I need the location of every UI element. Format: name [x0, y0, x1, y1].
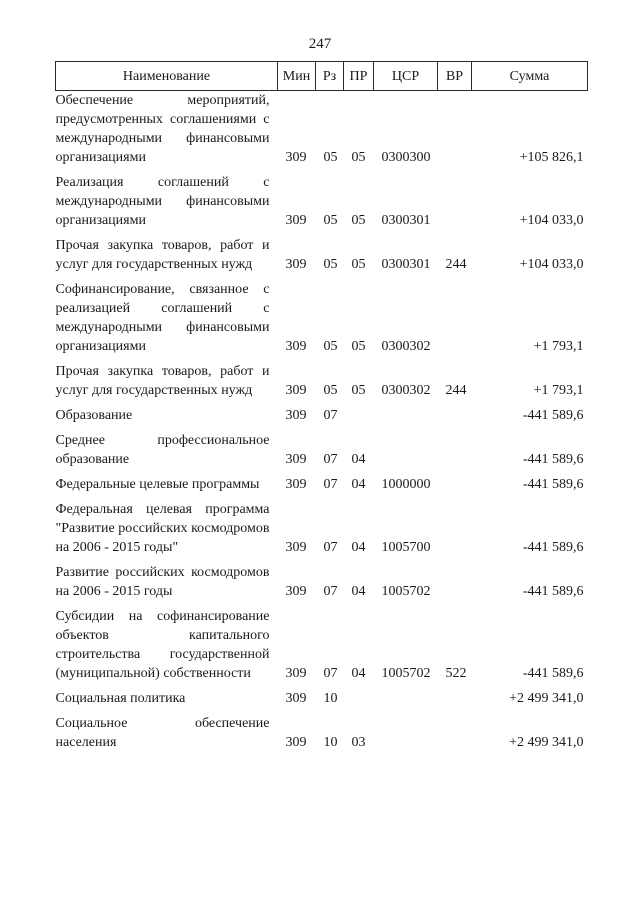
cell-csr: 1000000: [381, 477, 431, 492]
cell-pr: 04: [351, 540, 366, 555]
header-vr: ВР: [438, 62, 472, 91]
row-name-line: Образование: [55, 408, 133, 423]
table-row: [56, 714, 588, 752]
cell-rz: 10: [323, 735, 338, 750]
row-name-line: организациями: [55, 339, 146, 354]
cell-csr: [374, 714, 438, 752]
cell-pr: [344, 406, 374, 425]
cell-sum: -441 589,6: [522, 452, 584, 467]
table-row: [56, 689, 588, 708]
row-name-line: международными финансовыми: [55, 131, 270, 146]
cell-min: 309: [285, 383, 307, 398]
cell-min: 309: [285, 408, 307, 423]
row-name-line: космодромов на 2006 - 2015: [55, 521, 270, 555]
row-name-line: международными финансовыми: [55, 194, 270, 209]
cell-csr: 1005702: [381, 666, 431, 681]
row-name-line: Федеральная целевая программа: [55, 502, 270, 517]
table-row: [56, 563, 588, 601]
cell-sum: +2 499 341,0: [509, 735, 584, 750]
cell-sum: -441 589,6: [522, 584, 584, 599]
cell-rz: 05: [323, 383, 338, 398]
header-row: [56, 62, 588, 91]
cell-rz: 07: [323, 477, 338, 492]
cell-csr: [374, 431, 438, 469]
cell-min: 309: [285, 584, 307, 599]
row-name-line: объектов капитального: [55, 628, 270, 643]
row-name-line: населения: [55, 735, 117, 750]
table-row: [56, 475, 588, 494]
cell-vr: 244: [445, 257, 467, 272]
row-name-line: Социальная политика: [55, 691, 186, 706]
cell-csr: 0300301: [381, 213, 431, 228]
cell-vr: [438, 431, 472, 469]
cell-pr: 05: [351, 257, 366, 272]
header-min: Мин: [278, 62, 316, 91]
row-name: [56, 173, 278, 230]
row-name-line: услуг для государственных: [55, 383, 218, 398]
row-name: [56, 714, 278, 752]
cell-sum: -441 589,6: [522, 477, 584, 492]
header-sum: Сумма: [472, 62, 588, 91]
table-row: [56, 173, 588, 230]
row-name-line: годы: [143, 584, 173, 599]
row-name-line: Софинансирование, связанное с: [55, 282, 270, 297]
cell-rz: 05: [323, 339, 338, 354]
row-name-line: соглашениями с: [170, 112, 270, 127]
row-name-line: годы": [143, 540, 179, 555]
cell-sum: +104 033,0: [519, 213, 584, 228]
row-name: [56, 362, 278, 400]
cell-rz: 10: [323, 691, 338, 706]
row-name: [56, 607, 278, 683]
row-name-line: Прочая закупка товаров, работ и: [55, 364, 270, 379]
table-row: [56, 607, 588, 683]
row-name-line: Социальное обеспечение: [55, 716, 270, 731]
row-name: [56, 280, 278, 356]
cell-rz: 07: [323, 584, 338, 599]
row-name-line: организациями: [55, 213, 146, 228]
row-name-line: Субсидии на софинансирование: [55, 609, 270, 624]
row-name-line: услуг для государственных: [55, 257, 218, 272]
cell-csr: 1005702: [381, 584, 431, 599]
cell-vr: [438, 500, 472, 557]
cell-min: 309: [285, 150, 307, 165]
cell-vr: [438, 563, 472, 601]
cell-pr: 04: [351, 666, 366, 681]
table-row: [56, 236, 588, 274]
row-name: [56, 236, 278, 274]
row-name-line: космодромов на 2006 - 2015: [55, 565, 270, 599]
header-rz: Рз: [316, 62, 344, 91]
cell-rz: 07: [323, 666, 338, 681]
cell-vr: [438, 91, 472, 168]
cell-min: 309: [285, 666, 307, 681]
cell-vr: [438, 475, 472, 494]
cell-min: 309: [285, 735, 307, 750]
cell-csr: 0300300: [381, 150, 431, 165]
row-name-line: "Развитие российских: [55, 521, 188, 536]
cell-min: 309: [285, 691, 307, 706]
row-name-line: (муниципальной) собственности: [55, 666, 251, 681]
row-name-line: Прочая закупка товаров, работ и: [55, 238, 270, 253]
row-name: [56, 406, 278, 425]
cell-csr: 1005700: [381, 540, 431, 555]
header-csr: ЦСР: [374, 62, 438, 91]
cell-csr: 0300302: [381, 383, 431, 398]
cell-rz: 07: [323, 540, 338, 555]
header-name: Наименование: [56, 62, 278, 91]
cell-sum: +104 033,0: [519, 257, 584, 272]
cell-rz: 05: [323, 213, 338, 228]
cell-pr: 04: [351, 584, 366, 599]
cell-pr: 04: [351, 477, 366, 492]
row-name-line: организациями: [55, 150, 146, 165]
row-name: [56, 91, 278, 168]
row-name-line: Среднее профессиональное: [55, 433, 270, 448]
cell-sum: +2 499 341,0: [509, 691, 584, 706]
cell-min: 309: [285, 339, 307, 354]
table-row: [56, 362, 588, 400]
cell-pr: 05: [351, 150, 366, 165]
cell-rz: 05: [323, 150, 338, 165]
table-row: [56, 280, 588, 356]
row-name-line: строительства государственной: [55, 647, 270, 662]
cell-rz: 07: [323, 408, 338, 423]
table-row: [56, 406, 588, 425]
cell-vr: [438, 714, 472, 752]
row-name-line: реализацией соглашений с: [55, 301, 270, 316]
row-name-line: нужд: [221, 383, 253, 398]
row-name-line: образование: [55, 452, 130, 467]
row-name: [56, 563, 278, 601]
cell-sum: -441 589,6: [522, 666, 584, 681]
row-name-line: программы: [191, 477, 260, 492]
row-name: [56, 431, 278, 469]
cell-csr: [374, 689, 438, 708]
row-name: [56, 689, 278, 708]
row-name-line: нужд: [221, 257, 253, 272]
cell-vr: [438, 280, 472, 356]
cell-min: 309: [285, 213, 307, 228]
cell-vr: [438, 689, 472, 708]
page-number: 247: [308, 36, 332, 52]
cell-pr: [344, 689, 374, 708]
cell-sum: +1 793,1: [533, 339, 584, 354]
cell-sum: +1 793,1: [533, 383, 584, 398]
cell-sum: +105 826,1: [519, 150, 584, 165]
cell-min: 309: [285, 540, 307, 555]
cell-vr: [438, 406, 472, 425]
row-name-line: Реализация соглашений с: [55, 175, 270, 190]
row-name-line: Обеспечение мероприятий,: [55, 93, 270, 108]
cell-csr: 0300302: [381, 339, 431, 354]
cell-pr: 05: [351, 213, 366, 228]
table-row: [56, 91, 588, 168]
row-name: [56, 500, 278, 557]
table-header: [56, 62, 588, 91]
cell-sum: -441 589,6: [522, 408, 584, 423]
cell-min: 309: [285, 477, 307, 492]
table-body: [56, 91, 588, 753]
cell-vr: 244: [445, 383, 467, 398]
cell-pr: 03: [351, 735, 366, 750]
cell-min: 309: [285, 257, 307, 272]
row-name-line: предусмотренных: [55, 112, 163, 127]
cell-pr: 05: [351, 339, 366, 354]
row-name-line: Федеральные целевые: [55, 477, 189, 492]
table-row: [56, 431, 588, 469]
row-name-line: Развитие российских: [55, 565, 185, 580]
budget-table: [55, 61, 588, 752]
cell-vr: 522: [445, 666, 467, 681]
cell-csr: [374, 406, 438, 425]
cell-csr: 0300301: [381, 257, 431, 272]
cell-sum: -441 589,6: [522, 540, 584, 555]
header-pr: ПР: [344, 62, 374, 91]
cell-min: 309: [285, 452, 307, 467]
cell-pr: 05: [351, 383, 366, 398]
cell-rz: 05: [323, 257, 338, 272]
table-row: [56, 500, 588, 557]
cell-vr: [438, 173, 472, 230]
cell-rz: 07: [323, 452, 338, 467]
row-name-line: международными финансовыми: [55, 320, 270, 335]
row-name: [56, 475, 278, 494]
cell-pr: 04: [351, 452, 366, 467]
